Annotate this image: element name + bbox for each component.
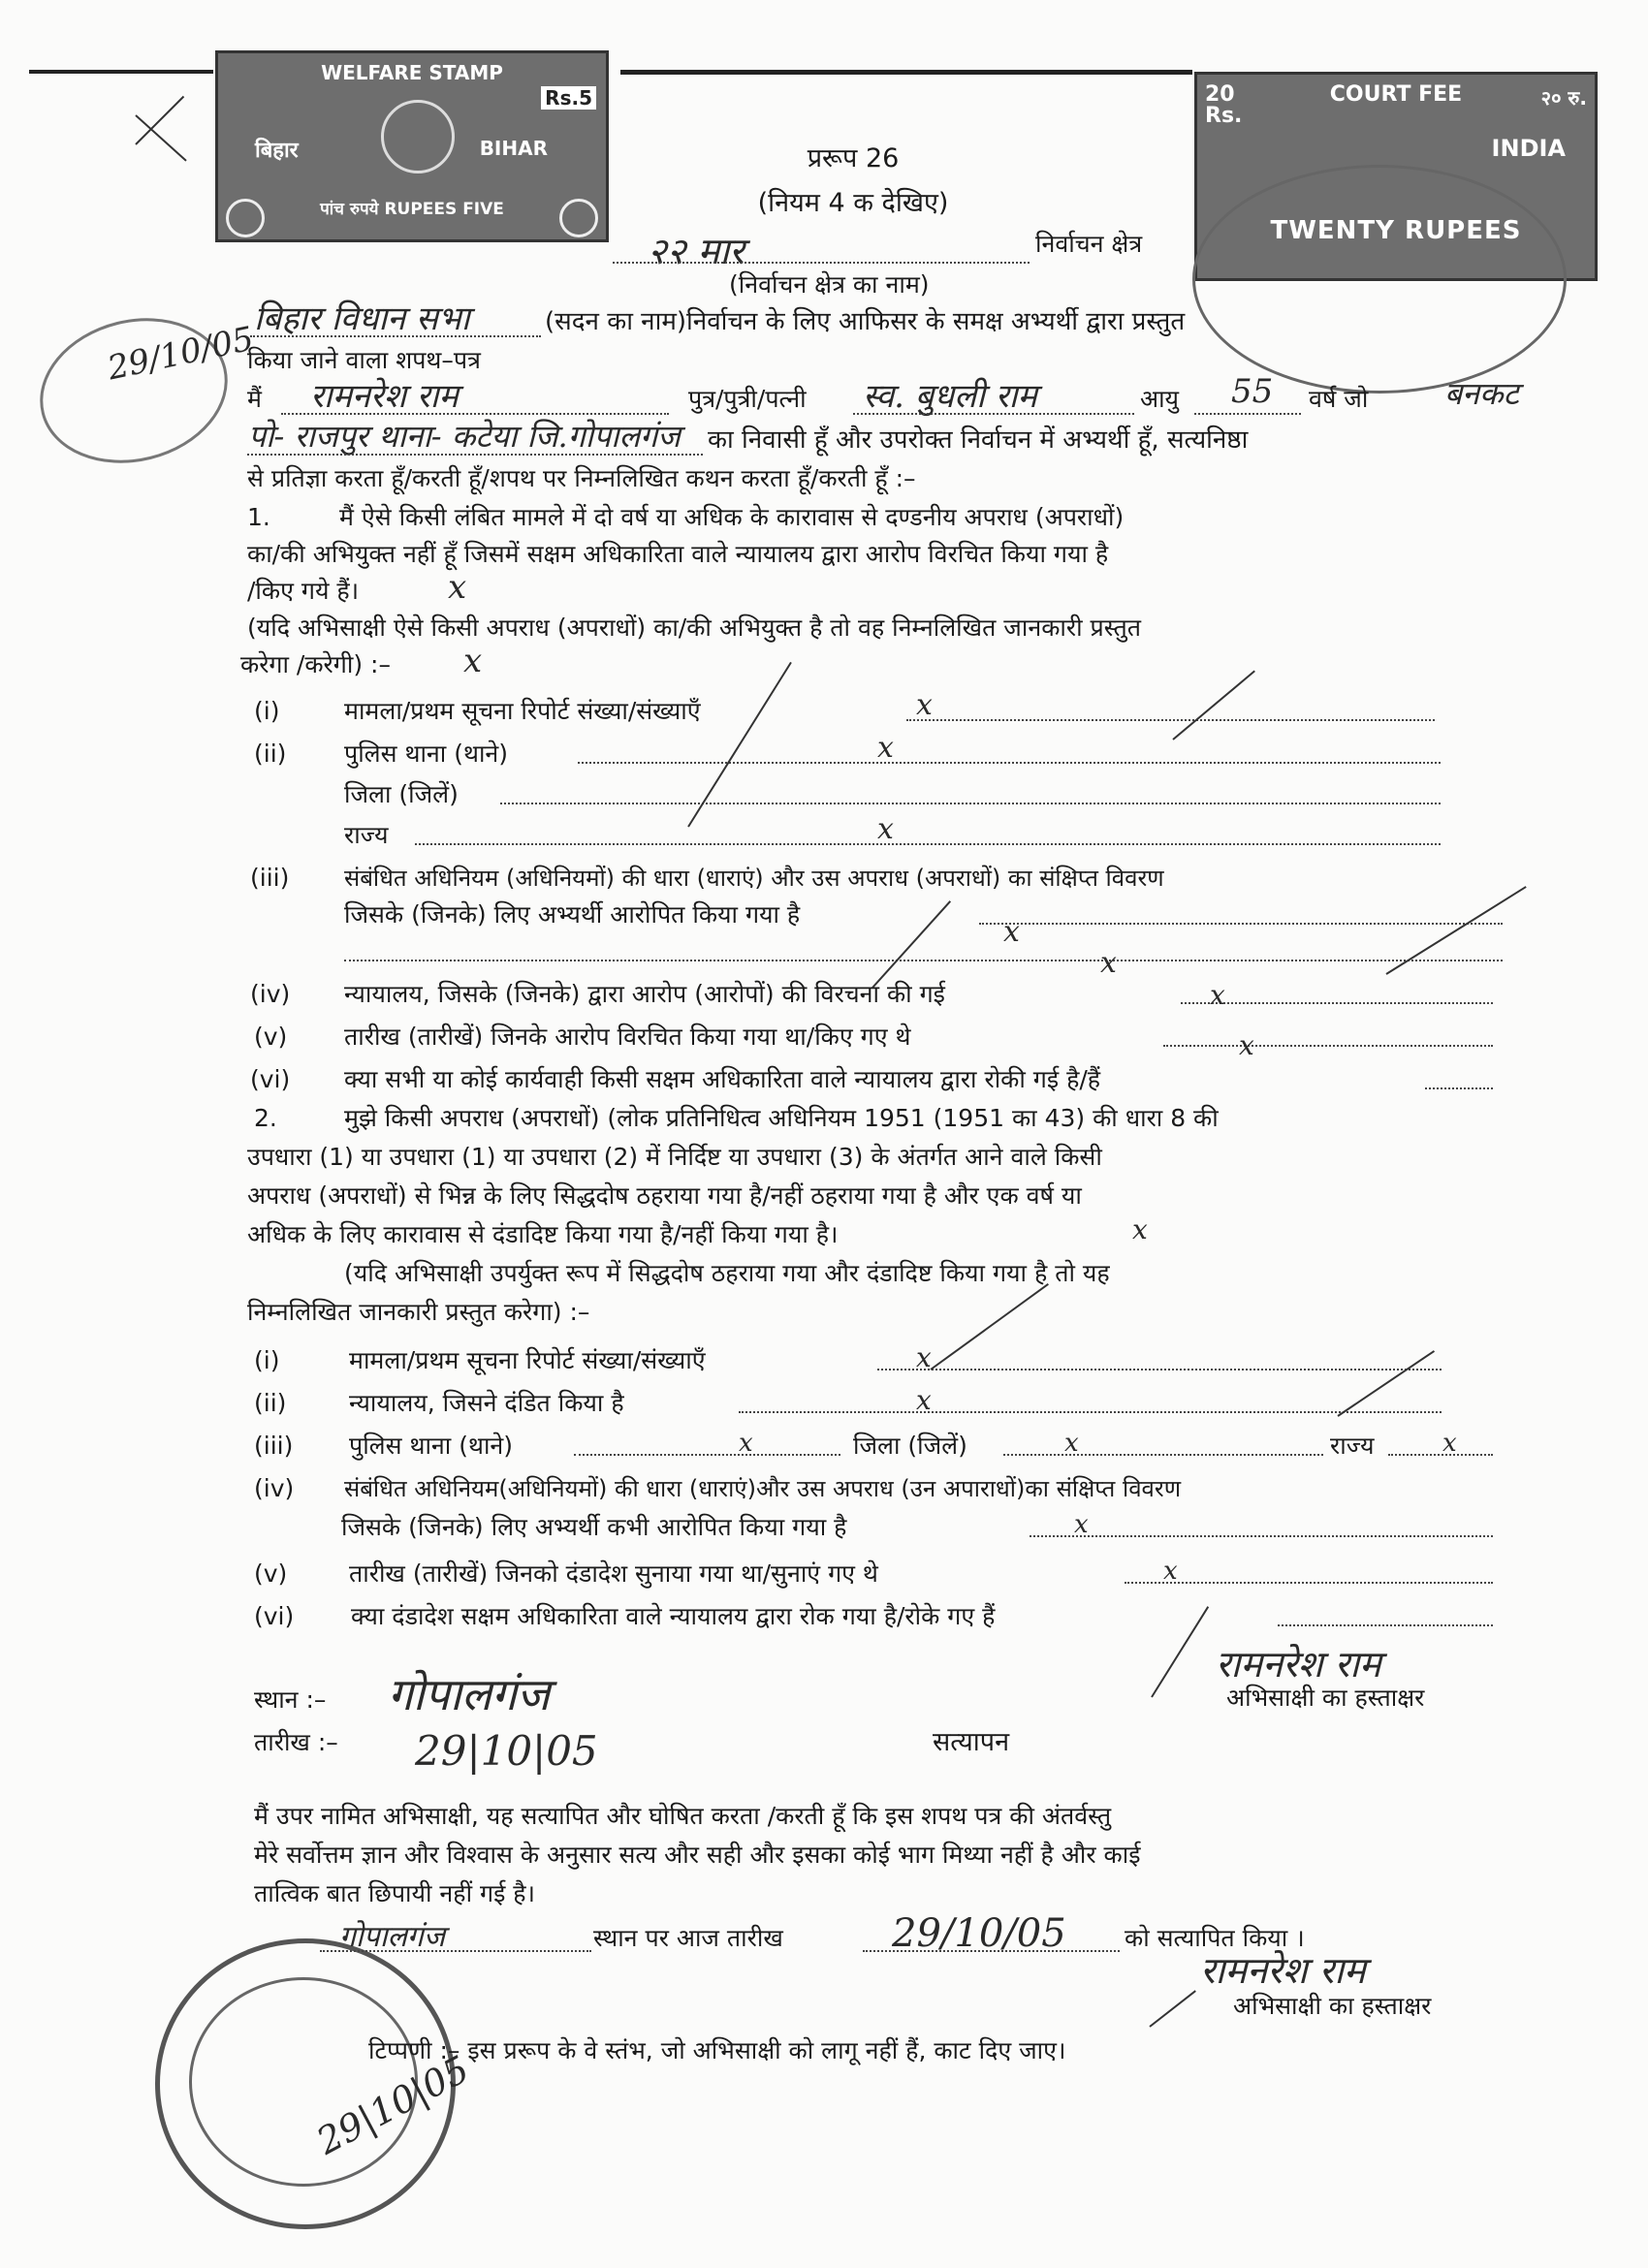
s2-item-ii-number: (ii) [254, 1389, 287, 1417]
s1-item-ii-dots [578, 762, 1441, 764]
s1-item-ii-number: (ii) [254, 740, 287, 768]
section-1-para-5: करेगा /करेगी) :– [240, 650, 391, 678]
s1-state-dots [415, 843, 1441, 845]
court-fee-value-left: 20 Rs. [1205, 82, 1243, 128]
s2-item-v-label: तारीख (तारीखें) जिनको दंडादेश सुनाया गया था/सुनाएं गए थे [349, 1559, 878, 1588]
s1-item-i-label: मामला/प्रथम सूचना रिपोर्ट संख्या/संख्याएँ [344, 697, 701, 725]
signature-2-caption: अभिसाक्षी का हस्ताक्षर [1233, 1992, 1432, 2020]
strike-mark [872, 900, 951, 989]
signature-1-caption: अभिसाक्षी का हस्ताक्षर [1226, 1684, 1425, 1712]
strike-mark [1172, 671, 1255, 740]
father-name-value: स्व. बुधली राम [863, 377, 1037, 416]
verification-para-1: मैं उपर नामित अभिसाक्षी, यह सत्यापित और घोषित करता /करती हूँ कि इस शपथ पत्र की अंतर्वस्तु [254, 1802, 1112, 1830]
age-value: 55 [1231, 372, 1274, 411]
years-label: वर्ष जो [1309, 385, 1369, 413]
section-1-para-2: का/की अभियुक्त नहीं हूँ जिसमें सक्षम अधिकारिता वाले न्यायालय द्वारा आरोप विरचित किया गया है [247, 540, 1109, 568]
s2-item-iv-label-2: जिसके (जिनके) लिए अभ्यर्थी कभी आरोपित किया गया है [341, 1513, 847, 1541]
verification-title: सत्यापन [933, 1727, 1010, 1757]
s1-item-v-label: तारीख (तारीखें) जिनके आरोप विरचित किया गया था/किए गए थे [344, 1023, 911, 1051]
verification-date-value: 29/10/05 [892, 1911, 1066, 1956]
verification-date-dots [863, 1950, 1120, 1952]
top-rule-left [29, 70, 213, 74]
notary-seal-bottom-inner [189, 1977, 418, 2187]
cross-mark: x [1100, 946, 1117, 980]
s1-item-vi-label: क्या सभी या कोई कार्यवाही किसी सक्षम अधिकारिता वाले न्यायालय द्वारा रोकी गई है/हैं [344, 1065, 1101, 1093]
court-fee-title: COURT FEE [1329, 82, 1463, 107]
s1-item-ii-label: पुलिस थाना (थाने) [344, 740, 509, 768]
court-fee-value-right: २० रु. [1540, 86, 1587, 110]
s1-item-iii-dots [979, 923, 1503, 925]
address-dots [247, 454, 703, 456]
s2-item-vi-label: क्या दंडादेश सक्षम अधिकारिता वाले न्यायालय द्वारा रोक गया है/रोके गए हैं [351, 1602, 996, 1630]
house-name-value: बिहार विधान सभा [254, 299, 470, 338]
address-value: पो- राजपुर थाना- कटेया जि.गोपालगंज [248, 418, 681, 455]
signature-2: रामनरेश राम [1200, 1949, 1366, 1992]
s2-item-i-label: मामला/प्रथम सूचना रिपोर्ट संख्या/संख्याएँ [349, 1346, 706, 1374]
s1-item-vi-dots [1425, 1087, 1493, 1089]
intro-line-5: से प्रतिज्ञा करता हूँ/करती हूँ/शपथ पर निम्नलिखित कथन करता हूँ/करती हूँ :– [247, 464, 916, 492]
place-label: स्थान :– [254, 1685, 327, 1714]
s2-item-v-dots [1125, 1582, 1493, 1584]
age-label: आयु [1140, 385, 1180, 413]
cross-mark: x [1003, 915, 1020, 949]
s2-item-i-dots [877, 1369, 1442, 1370]
s1-item-v-dots [1163, 1045, 1493, 1047]
cross-mark: x [916, 1384, 932, 1416]
welfare-stamp-hindi-state: बिहार [255, 139, 299, 163]
s2-item-ii-label: न्यायालय, जिसने दंडित किया है [349, 1389, 624, 1417]
cross-mark: x [916, 688, 933, 722]
intro-line-1: (सदन का नाम)निर्वाचन के लिए आफिसर के समक्ष अभ्यर्थी द्वारा प्रस्तुत [545, 307, 1186, 336]
date-label: तारीख :– [254, 1728, 338, 1756]
s1-item-vi-number: (vi) [250, 1065, 291, 1093]
cross-mark: x [877, 812, 894, 846]
section-1-para-1: मैं ऐसे किसी लंबित मामले में दो वर्ष या अधिक के कारावास से दण्डनीय अपराध (अपराधों) [339, 503, 1125, 531]
cross-mark: x [1132, 1213, 1148, 1245]
top-rule-right [620, 70, 1192, 75]
cross-mark: x [448, 568, 467, 607]
welfare-stamp-title: WELFARE STAMP [321, 61, 503, 84]
s1-item-iv-dots [1181, 1002, 1493, 1004]
welfare-stamp-denomination: पांच रुपये RUPEES FIVE [320, 200, 504, 219]
s2-item-ii-dots [739, 1411, 1442, 1413]
court-fee-country: INDIA [1491, 135, 1566, 162]
constituency-caption: (निर्वाचन क्षेत्र का नाम) [729, 270, 930, 299]
s2-item-i-number: (i) [254, 1346, 280, 1374]
section-1-para-3: /किए गये हैं। [247, 577, 360, 605]
rule-reference: (नियम 4 क देखिए) [757, 188, 949, 218]
age-dots [1194, 413, 1301, 415]
s2-item-iii-label: पुलिस थाना (थाने) [349, 1432, 514, 1460]
stamp-wheel-icon [559, 199, 598, 237]
s2-item-iii-number: (iii) [254, 1432, 294, 1460]
cross-mark: x [1210, 979, 1225, 1011]
cross-mark: x [1239, 1029, 1254, 1061]
section-2-para-4: अधिक के लिए कारावास से दंडादिष्ट किया गया है/नहीं किया गया है। [247, 1220, 839, 1248]
section-2-para-5: (यदि अभिसाक्षी उपर्युक्त रूप में सिद्धदोष ठहराया गया और दंडादिष्ट किया गया है तो यह [344, 1259, 1110, 1287]
welfare-stamp [215, 50, 609, 242]
section-2-para-1: मुझे किसी अपराध (अपराधों) (लोक प्रतिनिधित्व अधिनियम 1951 (1951 का 43) की धारा 8 की [344, 1104, 1219, 1132]
address-start-value: बनकट [1444, 375, 1519, 412]
section-1-para-4: (यदि अभिसाक्षी ऐसे किसी अपराध (अपराधों) का/की अभियुक्त है तो वह निम्नलिखित जानकारी प्रस्तुत [247, 614, 1141, 642]
intro-line-2: किया जाने वाला शपथ–पत्र [247, 346, 481, 374]
note-text: टिप्पणी :– इस प्ररूप के वे स्तंभ, जो अभिसाक्षी को लागू नहीं हैं, काट दिए जाए। [368, 2036, 1066, 2064]
constituency-value: २२ मार [648, 230, 745, 272]
cross-mark: x [1163, 1557, 1178, 1586]
signature-1: रामनरेश राम [1216, 1643, 1381, 1685]
strike-mark [1385, 886, 1526, 975]
s1-state-label: राज्य [344, 821, 389, 849]
stamp-wheel-icon [226, 199, 265, 237]
s1-item-v-number: (v) [254, 1023, 288, 1051]
s1-item-i-number: (i) [254, 697, 280, 725]
s1-item-iii-number: (iii) [250, 864, 290, 892]
verification-para-3: तात्विक बात छिपायी नहीं गई है। [254, 1879, 536, 1907]
strike-mark [930, 1283, 1049, 1370]
relation-label: पुत्र/पुत्री/पत्नी [688, 385, 807, 413]
intro-mai: मैं [247, 385, 262, 413]
left-margin-date: 29/10/05 [104, 319, 258, 389]
strike-mark [1337, 1350, 1435, 1417]
s2-state-label: राज्य [1330, 1432, 1375, 1460]
s1-item-iv-label: न्यायालय, जिसके (जिनके) द्वारा आरोप (आरोपों) की विरचना की गई [344, 980, 945, 1008]
s2-item-iv-dots [1030, 1535, 1493, 1537]
seal-handwritten-date: 29|10|05 [309, 2047, 477, 2163]
verification-place-dots [320, 1950, 591, 1952]
notary-seal-left [24, 299, 242, 482]
s2-item-iv-number: (iv) [254, 1474, 295, 1502]
s1-item-iv-number: (iv) [250, 980, 291, 1008]
s2-item-vi-number: (vi) [254, 1602, 295, 1630]
verification-place-value: गोपालगंज [339, 1920, 445, 1954]
s1-item-i-dots [906, 719, 1435, 721]
welfare-stamp-english-state: BIHAR [479, 137, 548, 160]
notary-seal-top [1192, 165, 1567, 394]
section-2-para-3: अपराध (अपराधों) से भिन्न के लिए सिद्धदोष ठहराया गया है/नहीं ठहराया गया है और एक वर्ष या [247, 1181, 1082, 1210]
cross-mark: x [1074, 1510, 1089, 1539]
section-2-para-2: उपधारा (1) या उपधारा (1) या उपधारा (2) में निर्दिष्ट या उपधारा (3) के अंतर्गत आने वाले किसी [247, 1143, 1102, 1171]
form-number: प्ररूप 26 [807, 143, 900, 173]
verification-para-2: मेरे सर्वोत्तम ज्ञान और विश्वास के अनुसार सत्य और सही और इसका कोई भाग मिथ्या नहीं है और काई [254, 1841, 1141, 1869]
cross-mark: x [1442, 1429, 1457, 1458]
s2-district-label: जिला (जिलें) [853, 1432, 967, 1460]
cross-mark: x [463, 642, 483, 680]
cross-mark: x [877, 731, 894, 765]
s1-item-iii-label: संबंधित अधिनियम (अधिनियमों) की धारा (धाराएं) और उस अपराध (अपराधों) का संक्षिप्त विवरण [344, 865, 1164, 892]
date-value: 29|10|05 [415, 1727, 598, 1775]
cross-mark: x [739, 1429, 753, 1458]
s2-item-v-number: (v) [254, 1559, 288, 1588]
strike-mark [1149, 1990, 1196, 2028]
candidate-name-value: रामनरेश राम [310, 377, 459, 416]
welfare-stamp-emblem-icon [381, 100, 455, 173]
section-2-para-6: निम्नलिखित जानकारी प्रस्तुत करेगा) :– [247, 1298, 590, 1326]
verification-verified: को सत्यापित किया । [1125, 1924, 1305, 1952]
s1-district-dots [500, 803, 1441, 804]
s2-item-iii-dots [574, 1454, 840, 1456]
section-2-number: 2. [254, 1104, 277, 1132]
strike-mark [1151, 1606, 1209, 1697]
constituency-dots [613, 262, 1030, 264]
s2-item-iv-label: संबंधित अधिनियम(अधिनियमों) की धारा (धाराएं)और उस अपराध (उन अपाराधों)का संक्षिप्त विवरण [344, 1475, 1182, 1502]
cross-mark: x [1064, 1429, 1079, 1458]
cross-mark: x [916, 1341, 932, 1373]
house-name-dots [250, 335, 541, 337]
section-1-number: 1. [247, 503, 270, 531]
s1-district-label: जिला (जिलें) [344, 780, 459, 808]
father-name-dots [853, 413, 1134, 415]
s1-item-iii-dots-2 [344, 960, 1503, 961]
s2-state-dots [1388, 1454, 1493, 1456]
s1-item-iii-label-2: जिसके (जिनके) लिए अभ्यर्थी आरोपित किया गया है [344, 900, 801, 929]
s2-district-dots [1003, 1454, 1323, 1456]
welfare-stamp-value: Rs.5 [541, 86, 596, 110]
constituency-label: निर्वाचन क्षेत्र [1035, 230, 1143, 258]
verification-at-place: स्थान पर आज तारीख [593, 1924, 783, 1952]
place-value: गोपालगंज [388, 1668, 551, 1720]
intro-line-4: का निवासी हूँ और उपरोक्त निर्वाचन में अभ्यर्थी हूँ, सत्यनिष्ठा [708, 425, 1249, 455]
s2-item-vi-dots [1278, 1624, 1493, 1626]
court-fee-denomination: TWENTY RUPEES [1270, 216, 1522, 245]
